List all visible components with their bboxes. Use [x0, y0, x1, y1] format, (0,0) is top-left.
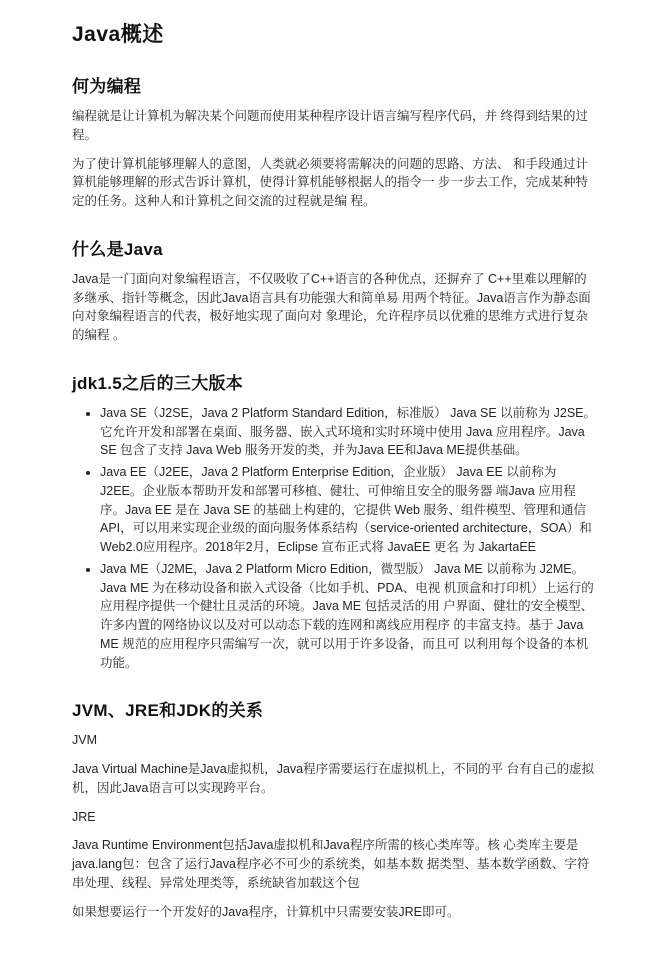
- section-heading-what-is-java: 什么是Java: [72, 239, 163, 259]
- paragraph-jre-description: Java Runtime Environment包括Java虚拟机和Java程序所需的核心类库等。核 心类库主要是java.lang包：包含了运行Java程序必不可少的系统类，如基本数 据类型、基本数学函数、字符串处理、线程、异常处理类等，系统缺省加载这个包: [72, 838, 590, 890]
- paragraph-jre-note: 如果想要运行一个开发好的Java程序，计算机中只需要安装JRE即可。: [72, 904, 460, 919]
- list-item-java-ee: • Java EE（J2EE，Java 2 Platform Enterprise Edition，企业版） Java EE 以前称为 J2EE。企业版本帮助开发和部署可移植、健壮、可伸缩且安全的服务器 端Java 应用程序。Java EE 是在 Java SE 的基础上构建的，它提供 Web 服务、组件模型、管理和通信 API，可以用来实现企业级的面向服务体系结构（service-oriented architecture，SOA）和 Web2.0应用程序。2018年2月，Eclipse 宣布正式将 JavaEE 更名 为 JakartaEE: [100, 463, 598, 557]
- paragraph: Java是一门面向对象编程语言，不仅吸收了C++语言的各种优点，还摒弃了 C++里难以理解的多继承、指针等概念，因此Java语言具有功能强大和简单易 用两个特征。Java语言作为静态面向对象编程语言的代表，极好地实现了面向对 象理论，允许程序员以优雅的思维方式进行复杂的编程 。: [72, 271, 591, 342]
- section-jvm-jre-jdk: [72, 696, 598, 921]
- paragraph: 编程就是让计算机为解决某个问题而使用某种程序设计语言编写程序代码，并 终得到结果的过程。: [72, 109, 588, 142]
- paragraph-jre-label: JRE: [72, 809, 96, 824]
- paragraph: 为了使计算机能够理解人的意图，人类就必须要将需解决的问题的思路、方法、 和手段通过计算机能够理解的形式告诉计算机，使得计算机能够根据人的指令一 步一步去工作，完成某种特定的任务。这种人和计算机之间交流的过程就是编 程。: [72, 156, 588, 208]
- section-jdk-versions: [72, 369, 598, 673]
- section-programming: [72, 72, 598, 211]
- section-heading-programming: 何为编程: [72, 77, 142, 96]
- jdk-versions-list: [72, 404, 598, 673]
- paragraph-jvm-label: JVM: [72, 733, 97, 748]
- paragraph-jvm-description: Java Virtual Machine是Java虚拟机，Java程序需要运行在虚拟机上，不同的平 台有自己的虚拟机，因此Java语言可以实现跨平台。: [72, 762, 595, 795]
- section-heading-jdk-versions: jdk1.5之后的三大版本: [72, 373, 244, 393]
- page-title: Java概述: [72, 23, 164, 46]
- section-heading-jvm-jre-jdk: JVM、JRE和JDK的关系: [72, 701, 264, 721]
- list-item-java-se: • Java SE（J2SE，Java 2 Platform Standard Edition，标准版） Java SE 以前称为 J2SE。它允许开发和部署在桌面、服务器、嵌入式环境和实时环境中使用 Java 应用程序。Java SE 包含了支持 Java Web 服务开发的类，并为Java EE和Java ME提供基础。: [100, 404, 598, 460]
- list-item-java-me: • Java ME（J2ME，Java 2 Platform Micro Edition，微型版） Java ME 以前称为 J2ME。Java ME 为在移动设备和嵌入式设备（比如手机、PDA、电视 机顶盒和打印机）上运行的应用程序提供一个健壮且灵活的环境。Java ME 包括灵活的用 户界面、健壮的安全模型、许多内置的网络协议以及对可以动态下载的连网和离线应用程序 的丰富支持。基于 Java ME 规范的应用程序只需编写一次，就可以用于许多设备，而且可 以利用每个设备的本机功能。: [100, 560, 598, 673]
- section-what-is-java: [72, 235, 598, 345]
